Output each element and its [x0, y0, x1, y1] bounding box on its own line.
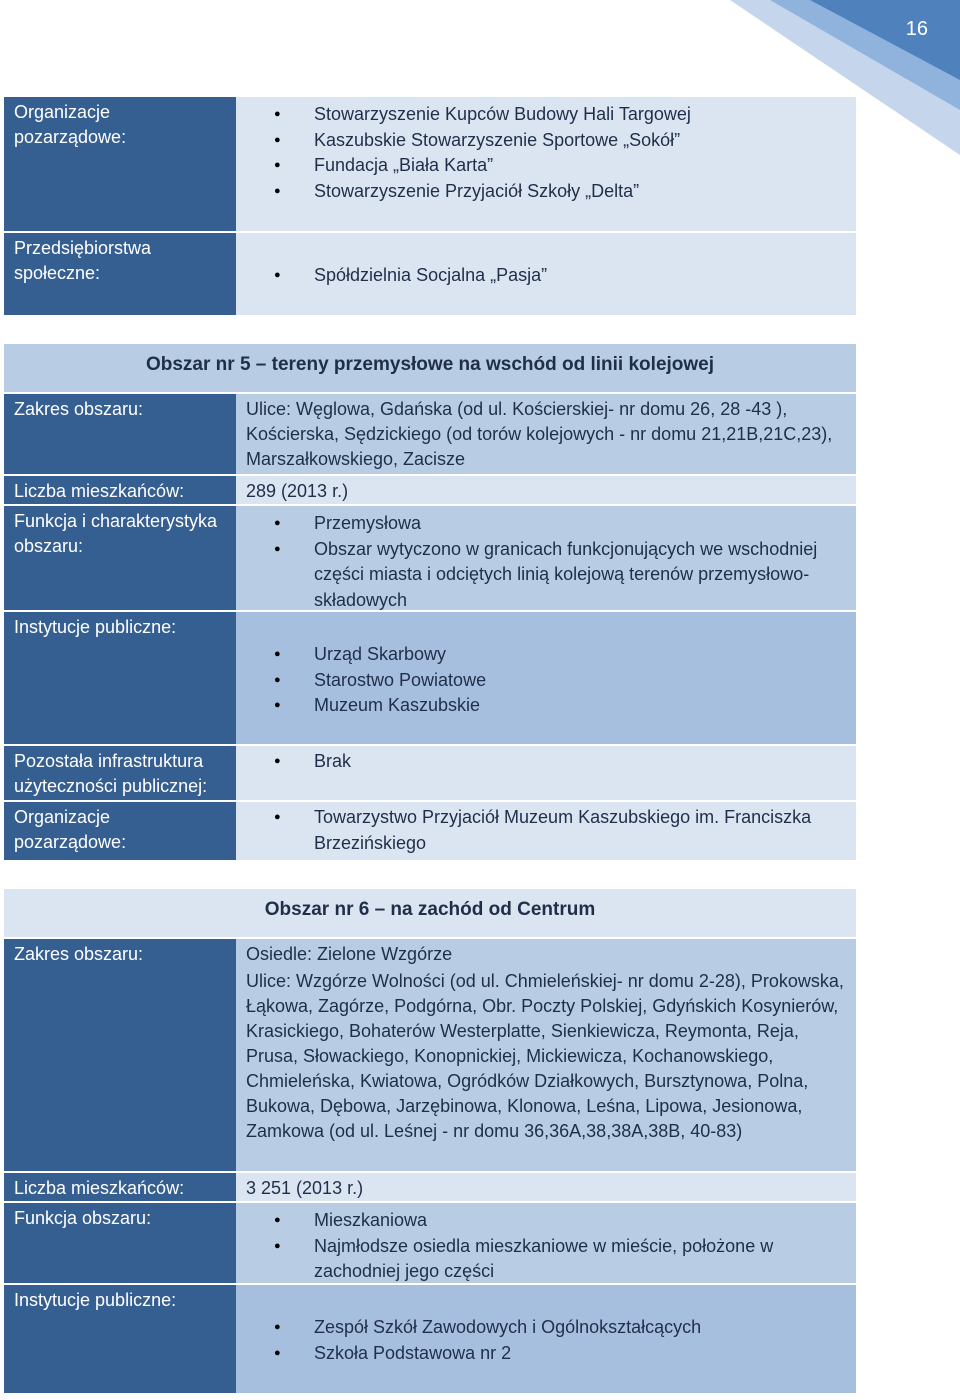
row-label: Organizacje pozarządowe: [4, 802, 236, 860]
row-funkcja [4, 1203, 856, 1285]
list-item: ● Stowarzyszenie Przyjaciół Szkoły „Delta” [246, 179, 846, 205]
row-label: Liczba mieszkańców: [4, 476, 236, 504]
row-label: Funkcja i charakterystyka obszaru: [4, 506, 236, 610]
list-item: ● Muzeum Kaszubskie [246, 693, 846, 719]
row-instytucje [4, 612, 856, 746]
area-5-title: Obszar nr 5 – tereny przemysłowe na wschód od linii kolejowej [4, 344, 856, 394]
row-value: Osiedle: Zielone Wzgórze [246, 944, 453, 964]
row-liczba [4, 1173, 856, 1203]
row-label: Instytucje publiczne: [4, 612, 236, 744]
table-organizations [4, 97, 856, 315]
row-label: Pozostała infrastruktura użyteczności publicznej: [4, 746, 236, 800]
list-item: ● Przemysłowa [246, 511, 846, 537]
row-organizacje [4, 802, 856, 860]
row-value: Ulice: Węglowa, Gdańska (od ul. Kościerskiej- nr domu 26, 28 -43 ), Kościerska, Sędzickiego (od torów kolejowych - nr domu 21,21B,21C,23), Marszałkowskiego, Zacisze [236, 394, 856, 474]
page-number: 16 [905, 18, 928, 40]
table-area-6 [4, 889, 856, 1393]
row-label: Przedsiębiorstwa społeczne: [4, 233, 236, 315]
row-label: Funkcja obszaru: [4, 1203, 236, 1283]
row-label: Instytucje publiczne: [4, 1285, 236, 1393]
list-item: ● Najmłodsze osiedla mieszkaniowe w mieście, położone w zachodniej jego części [246, 1234, 846, 1285]
list-item: ● Urząd Skarbowy [246, 642, 846, 668]
list-item: ● Towarzystwo Przyjaciół Muzeum Kaszubskiego im. Franciszka Brzezińskiego [246, 805, 846, 856]
list-item: ● Stowarzyszenie Kupców Budowy Hali Targowej [246, 102, 846, 128]
row-label: Zakres obszaru: [4, 394, 236, 474]
list-item: ● Spółdzielnia Socjalna „Pasja” [246, 263, 846, 289]
list-item: ● Obszar wytyczono w granicach funkcjonujących we wschodniej części miasta i odciętych linią kolejową terenów przemysłowo-składowych [246, 537, 846, 614]
row-zakres [4, 939, 856, 1173]
row-label: Liczba mieszkańców: [4, 1173, 236, 1201]
ngo-list [246, 102, 846, 204]
list-item: ● Zespół Szkół Zawodowych i Ogólnokształcących [246, 1315, 846, 1341]
row-value: Ulice: Wzgórze Wolności (od ul. Chmieleńskiej- nr domu 2-28), Prokowska, Łąkowa, Zagórze, Podgórna, Obr. Poczty Polskiej, Gdyńskich Kosynierów, Krasickiego, Bohaterów Westerplatte, Sienkiewicza, Reymonta, Reja, Prusa, Słowackiego, Konopnickiej, Mickiewicza, Kochanowskiego, Chmieleńska, Kwiatowa, Ogródków Działkowych, Bursztynowa, Polna, Bukowa, Dębowa, Jarzębinowa, Klonowa, Leśna, Lipowa, Jesionowa, Zamkowa (od ul. Leśnej - nr domu 36,36A,38,38A,38B, 40-83) [246, 971, 844, 1141]
row-label: Zakres obszaru: [4, 939, 236, 1171]
list-item: ● Starostwo Powiatowe [246, 668, 846, 694]
table-area-5 [4, 344, 856, 860]
area-6-title: Obszar nr 6 – na zachód od Centrum [4, 889, 856, 939]
list-item: ● Szkoła Podstawowa nr 2 [246, 1341, 846, 1367]
row-ngo [4, 97, 856, 233]
list-item: ● Fundacja „Biała Karta” [246, 153, 846, 179]
row-label: Organizacje pozarządowe: [4, 97, 236, 231]
row-liczba [4, 476, 856, 506]
list-item: ● Kaszubskie Stowarzyszenie Sportowe „Sokół” [246, 128, 846, 154]
row-instytucje [4, 1285, 856, 1393]
row-value: 3 251 (2013 r.) [236, 1173, 856, 1201]
row-funkcja [4, 506, 856, 612]
row-value: 289 (2013 r.) [236, 476, 856, 504]
list-item: ● Mieszkaniowa [246, 1208, 846, 1234]
list-item: ● Brak [246, 749, 846, 775]
row-zakres [4, 394, 856, 476]
row-social-enterprises [4, 233, 856, 315]
row-infrastruktura [4, 746, 856, 802]
